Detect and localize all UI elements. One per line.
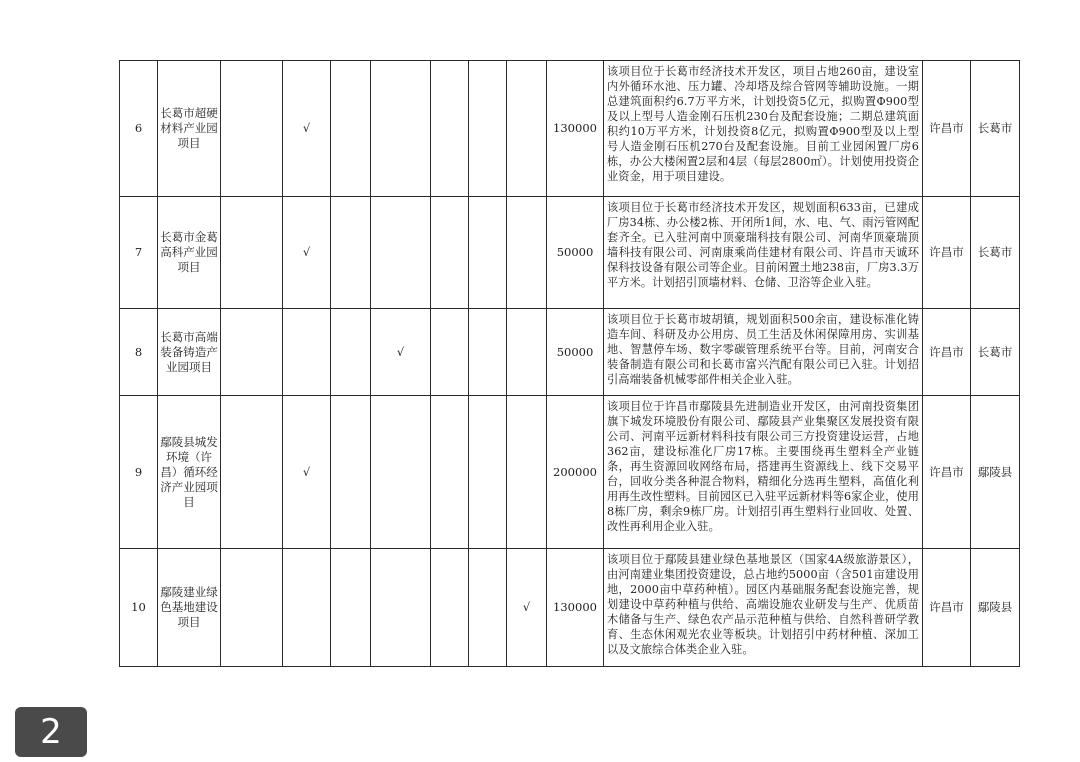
investment-amount: 200000	[547, 396, 604, 549]
blank-cell	[221, 61, 283, 197]
blank-cell	[469, 309, 507, 396]
description-cell	[604, 61, 923, 197]
check-mark: √	[283, 396, 331, 549]
blank-cell	[221, 309, 283, 396]
table-row	[120, 549, 1020, 667]
blank-cell	[431, 197, 469, 309]
description-cell	[604, 197, 923, 309]
check-mark	[507, 197, 547, 309]
county-name: 鄢陵县	[971, 396, 1020, 549]
check-mark	[371, 61, 431, 197]
project-description: 该项目位于许昌市鄢陵县先进制造业开发区，由河南投资集团旗下城发环境股份有限公司、鄢陵县产业集聚区发展投资有限公司、河南平远新材料科技有限公司三方投资建设运营，占地362亩，建设标准化厂房17栋。主要围绕再生塑料全产业链条，再生资源回收网络布局，搭建再生资源线上、线下交易平台，回收分类各种混合物料，精细化分选再生塑料，高值化利用再生改性塑料。目前园区已入驻平远新材料等6家企业，使用8栋厂房，剩余9栋厂房。计划招引再生塑料行业回收、处置、改性再利用企业入驻。	[607, 399, 919, 533]
row-number: 7	[120, 197, 158, 309]
city-name: 许昌市	[923, 61, 971, 197]
check-mark	[507, 61, 547, 197]
check-mark: √	[283, 197, 331, 309]
blank-cell	[331, 61, 371, 197]
project-description: 该项目位于长葛市经济技术开发区，项目占地260亩，建设室内外循环水池、压力罐、冷却塔及综合管网等辅助设施。一期总建筑面积约6.7万平方米，计划投资5亿元，拟购置Φ900型及以上型号人造金刚石压机230台及配套设施；二期总建筑面积约10万平方米，计划投资8亿元，拟购置Φ900型及以上型号人造金刚石压机270台及配套设施。目前工业园闲置厂房6栋，办公大楼闲置2层和4层（每层2800㎡）。计划使用投资企业资金，用于项目建设。	[607, 64, 919, 183]
project-name: 长葛市高端装备铸造产业园项目	[158, 309, 221, 396]
county-name: 长葛市	[971, 197, 1020, 309]
county-name: 鄢陵县	[971, 549, 1020, 667]
blank-cell	[431, 396, 469, 549]
blank-cell	[331, 549, 371, 667]
table-row	[120, 197, 1020, 309]
investment-amount: 50000	[547, 197, 604, 309]
table-row	[120, 61, 1020, 197]
check-mark	[507, 309, 547, 396]
blank-cell	[431, 309, 469, 396]
blank-cell	[331, 197, 371, 309]
check-mark	[283, 309, 331, 396]
check-mark	[507, 396, 547, 549]
description-cell	[604, 549, 923, 667]
blank-cell	[469, 396, 507, 549]
check-mark: √	[507, 549, 547, 667]
blank-cell	[331, 309, 371, 396]
blank-cell	[469, 197, 507, 309]
blank-cell	[431, 549, 469, 667]
blank-cell	[469, 549, 507, 667]
project-table	[119, 60, 1020, 667]
city-name: 许昌市	[923, 549, 971, 667]
project-name: 长葛市超硬材料产业园项目	[158, 61, 221, 197]
check-mark	[283, 549, 331, 667]
city-name: 许昌市	[923, 396, 971, 549]
description-cell	[604, 396, 923, 549]
row-number: 6	[120, 61, 158, 197]
blank-cell	[221, 549, 283, 667]
blank-cell	[469, 61, 507, 197]
city-name: 许昌市	[923, 309, 971, 396]
check-mark: √	[371, 309, 431, 396]
table-row	[120, 309, 1020, 396]
project-name: 鄢陵县城发环境（许昌）循环经济产业园项目	[158, 396, 221, 549]
table-row	[120, 396, 1020, 549]
blank-cell	[331, 396, 371, 549]
description-cell	[604, 309, 923, 396]
row-number: 8	[120, 309, 158, 396]
investment-amount: 130000	[547, 61, 604, 197]
check-mark	[371, 197, 431, 309]
project-description: 该项目位于鄢陵县建业绿色基地景区（国家4A级旅游景区），由河南建业集团投资建设，总占地约5000亩（含501亩建设用地，2000亩中草药种植）。园区内基础服务配套设施完善，规划建设中草药种植与供给、高端设施农业研发与生产、优质苗木储备与生产、绿色农产品示范种植与供给、自然科普研学教育、生态休闲观光农业等板块。计划招引中药材种植、深加工以及文旅综合体类企业入驻。	[607, 552, 919, 656]
row-number: 9	[120, 396, 158, 549]
blank-cell	[431, 61, 469, 197]
blank-cell	[221, 197, 283, 309]
check-mark: √	[283, 61, 331, 197]
check-mark	[371, 396, 431, 549]
check-mark	[371, 549, 431, 667]
investment-amount: 50000	[547, 309, 604, 396]
project-name: 长葛市金葛高科产业园项目	[158, 197, 221, 309]
blank-cell	[221, 396, 283, 549]
project-name: 鄢陵建业绿色基地建设项目	[158, 549, 221, 667]
project-description: 该项目位于长葛市经济技术开发区，规划面积633亩，已建成厂房34栋、办公楼2栋、开闭所1间，水、电、气、雨污管网配套齐全。已入驻河南中顶豪瑞科技有限公司、河南华顶豪瑞顶墙科技有限公司、河南康乘尚佳建材有限公司、许昌市天诚环保科技设备有限公司等企业。目前闲置土地238亩，厂房3.3万平方米。计划招引顶墙材料、仓储、卫浴等企业入驻。	[607, 200, 919, 289]
project-description: 该项目位于长葛市坡胡镇，规划面积500余亩，建设标准化铸造车间、科研及办公用房、员工生活及休闲保障用房、实训基地、智慧停车场、数字零碳管理系统平台等。目前，河南安合装备制造有限公司和长葛市富兴汽配有限公司已入驻。计划招引高端装备机械零部件相关企业入驻。	[607, 312, 919, 386]
city-name: 许昌市	[923, 197, 971, 309]
investment-amount: 130000	[547, 549, 604, 667]
row-number: 10	[120, 549, 158, 667]
county-name: 长葛市	[971, 61, 1020, 197]
county-name: 长葛市	[971, 309, 1020, 396]
page-number-badge: 2	[15, 707, 87, 757]
